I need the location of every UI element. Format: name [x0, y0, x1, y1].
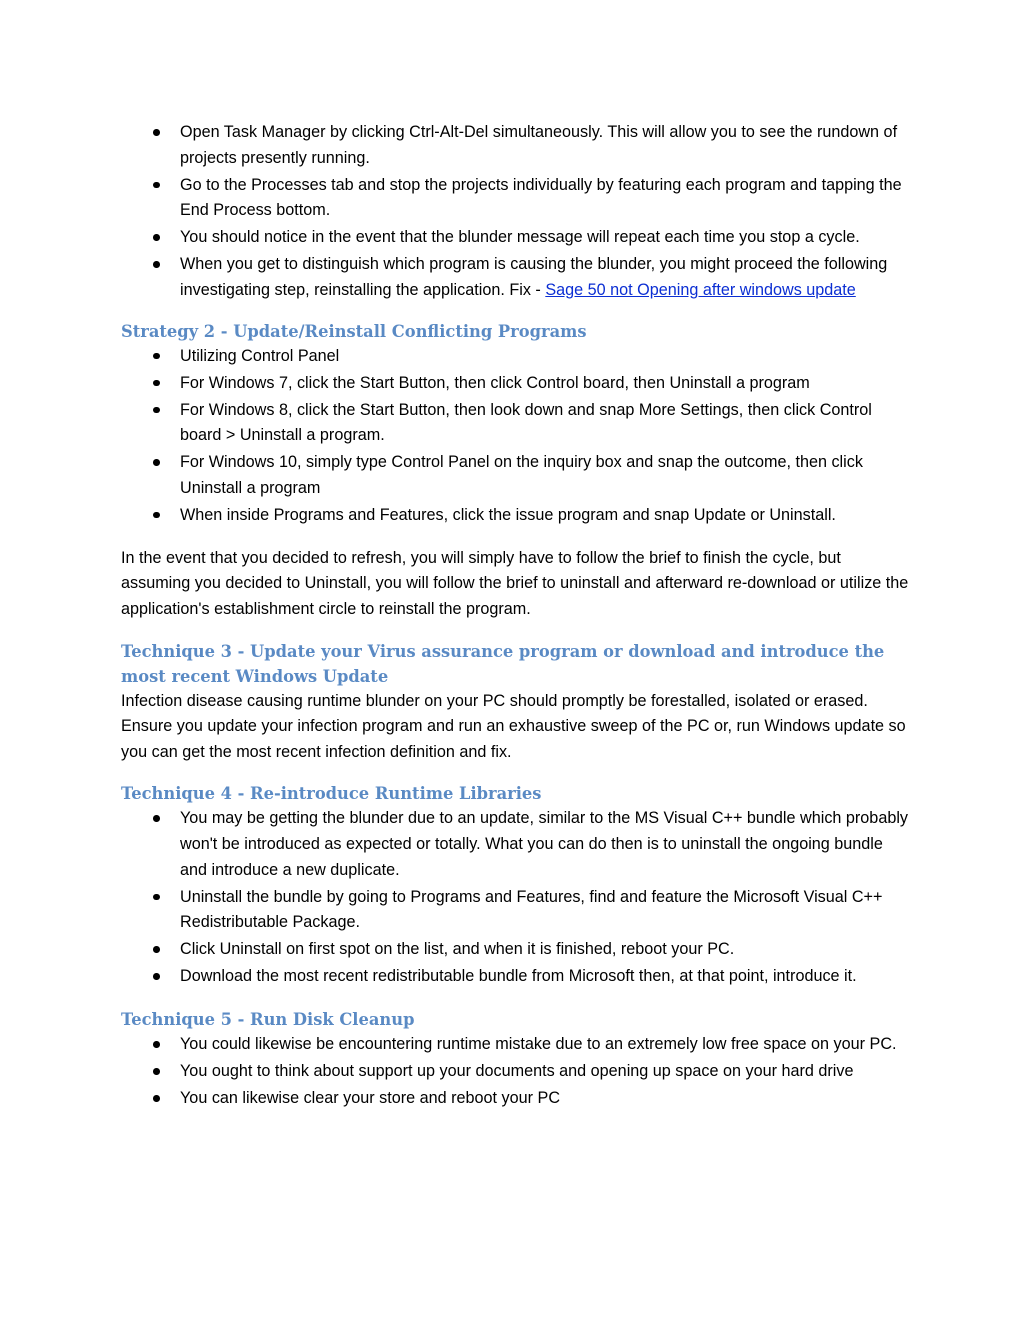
list-item: Uninstall the bundle by going to Programs and Features, find and feature the Microsoft Visual C++ Redistributable Package.: [121, 885, 911, 936]
technique-4-bullet-list: [121, 806, 911, 989]
list-item: Click Uninstall on first spot on the list, and when it is finished, reboot your PC.: [121, 937, 911, 963]
strategy-2-bullet-list: [121, 344, 911, 529]
strategy-2-heading: Strategy 2 - Update/Reinstall Conflicting Programs: [121, 321, 587, 341]
strategy-2-paragraph: In the event that you decided to refresh, you will simply have to follow the brief to finish the cycle, but assuming you decided to Uninstall, you will follow the brief to uninstall and afterward re-download or utilize the application's establishment circle to reinstall the program.: [121, 548, 909, 619]
list-item: You could likewise be encountering runtime mistake due to an extremely low free space on your PC.: [121, 1032, 911, 1058]
list-item: [121, 252, 911, 303]
intro-bullet-list: [121, 120, 911, 303]
list-item: When inside Programs and Features, click the issue program and snap Update or Uninstall.: [121, 503, 911, 529]
technique-5-heading: Technique 5 - Run Disk Cleanup: [121, 1010, 415, 1030]
list-item: For Windows 8, click the Start Button, then look down and snap More Settings, then click Control board > Uninstall a program.: [121, 398, 911, 449]
document-page: [121, 120, 911, 1113]
list-item-text: When you get to distinguish which program is causing the blunder, you might proceed the following investigating step, reinstalling the application. Fix -: [180, 255, 888, 299]
list-item: You ought to think about support up your documents and opening up space on your hard drive: [121, 1059, 911, 1085]
list-item: For Windows 7, click the Start Button, then click Control board, then Uninstall a program: [121, 371, 911, 397]
technique-4-heading: Technique 4 - Re-introduce Runtime Libraries: [121, 784, 542, 804]
technique-5-bullet-list: [121, 1032, 911, 1112]
technique-3-paragraph: Infection disease causing runtime blunder on your PC should promptly be forestalled, isolated or erased. Ensure you update your infection program and run an exhaustive sweep of the PC or, run Windows update so you can get the most recent infection definition and fix.: [121, 691, 906, 761]
sage-50-link[interactable]: Sage 50 not Opening after windows update: [545, 280, 856, 299]
list-item: Open Task Manager by clicking Ctrl-Alt-Del simultaneously. This will allow you to see the rundown of projects presently running.: [121, 120, 911, 171]
list-item: Download the most recent redistributable bundle from Microsoft then, at that point, introduce it.: [121, 964, 911, 990]
list-item: Utilizing Control Panel: [121, 344, 911, 370]
technique-3-heading: Technique 3 - Update your Virus assurance program or download and introduce the most recent Windows Update: [121, 641, 885, 686]
list-item: You should notice in the event that the blunder message will repeat each time you stop a cycle.: [121, 225, 911, 251]
list-item: You may be getting the blunder due to an update, similar to the MS Visual C++ bundle which probably won't be introduced as expected or totally. What you can do then is to uninstall the ongoing bundle and introduce a new duplicate.: [121, 806, 911, 883]
list-item: You can likewise clear your store and reboot your PC: [121, 1086, 911, 1112]
list-item: For Windows 10, simply type Control Panel on the inquiry box and snap the outcome, then click Uninstall a program: [121, 450, 911, 501]
list-item: Go to the Processes tab and stop the projects individually by featuring each program and tapping the End Process bottom.: [121, 173, 911, 224]
